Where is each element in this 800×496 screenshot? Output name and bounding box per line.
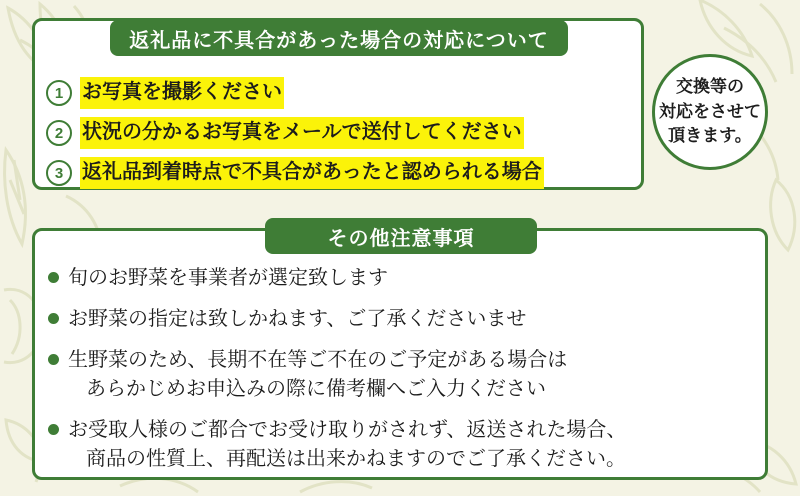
- note-text: [68, 305, 526, 334]
- list-item: [48, 264, 748, 293]
- other-notes-list: [48, 264, 748, 486]
- step-number-badge: 2: [46, 120, 72, 146]
- callout-line-3: 頂きます。: [668, 126, 752, 146]
- step-text: 返礼品到着時点で不具合があったと認められる場合: [80, 157, 544, 189]
- numbered-steps-list: [46, 74, 634, 194]
- bullet-dot-icon: [48, 313, 59, 324]
- note-line-2: 商品の性質上、再配送は出来かねますのでご了承ください。: [86, 448, 626, 470]
- step-text: 状況の分かるお写真をメールで送付してください: [80, 117, 524, 149]
- note-line-1: 生野菜のため、長期不在等ご不在のご予定がある場合は: [68, 349, 568, 371]
- step-number-badge: 1: [46, 80, 72, 106]
- list-item: [46, 114, 634, 152]
- list-item: [46, 74, 634, 112]
- panel-title-other: その他注意事項: [265, 218, 537, 254]
- note-line-1: 旬のお野菜を事業者が選定致します: [68, 267, 388, 289]
- step-number-badge: 3: [46, 160, 72, 186]
- step-text: お写真を撮影ください: [80, 77, 284, 109]
- note-text: [68, 264, 388, 293]
- note-text: [68, 346, 567, 404]
- list-item: [48, 346, 748, 404]
- callout-bubble-exchange: [652, 54, 768, 170]
- bullet-dot-icon: [48, 354, 59, 365]
- list-item: [48, 416, 748, 474]
- note-line-2: あらかじめお申込みの際に備考欄へご入力ください: [86, 378, 546, 400]
- note-line-1: お受取人様のご都合でお受け取りがされず、返送された場合、: [68, 419, 627, 441]
- bullet-dot-icon: [48, 272, 59, 283]
- note-line-1: お野菜の指定は致しかねます、ご了承くださいませ: [68, 308, 527, 330]
- callout-line-1: 交換等の: [676, 77, 744, 97]
- callout-line-2: 対応をさせて: [659, 101, 761, 121]
- bullet-dot-icon: [48, 424, 59, 435]
- note-text: [68, 416, 626, 474]
- list-item: [46, 154, 634, 192]
- panel-title-response: 返礼品に不具合があった場合の対応について: [110, 20, 568, 56]
- list-item: [48, 305, 748, 334]
